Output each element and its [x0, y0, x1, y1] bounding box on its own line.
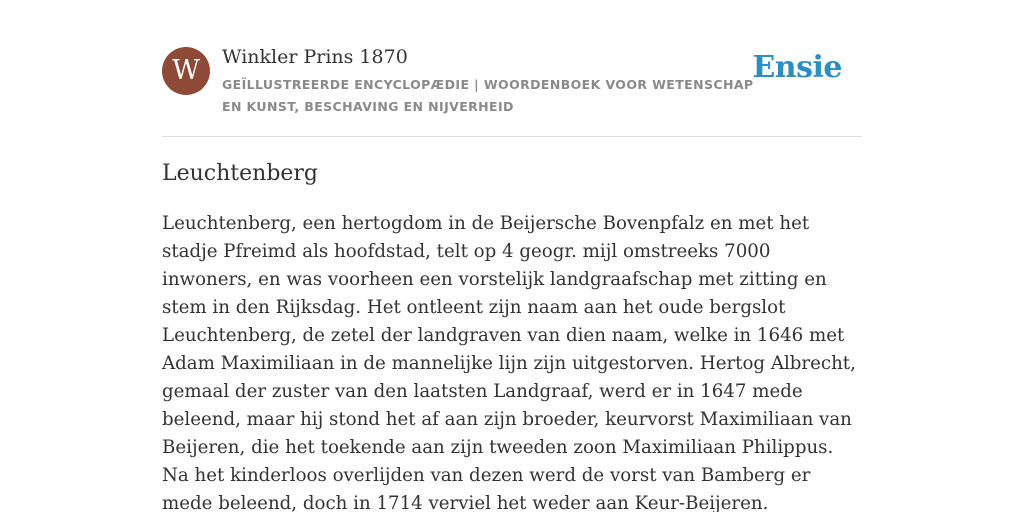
article-title: Leuchtenberg: [162, 161, 319, 186]
source-subtitle: GEÏLLUSTREERDE ENCYCLOPÆDIE | WOORDENBOEK VOOR WETENSCHAP EN KUNST, BESCHAVING EN NIJVERHEID: [222, 77, 754, 114]
article-body: Leuchtenberg, een hertogdom in de Beijersche Bovenpfalz en met het stadje Pfreimd als hoofdstad, telt op 4 geogr. mijl omstreeks 7000 inwoners, en was voorheen een vorstelijk landgraafschap met zitting en stem in den Rijksdag. Het ontleent zijn naam aan het oude bergslot Leuchtenberg, de zetel der landgraven van dien naam, welke in 1646 met Adam Maximiliaan in de mannelijke lijn zijn uitgestorven. Hertog Albrecht, gemaal der zuster van den laatsten Landgraaf, werd er in 1647 mede beleend, maar hij stond het af aan zijn broeder, keurvorst Maximiliaan van Beijeren, die het toekende aan zijn tweeden zoon Maximiliaan Philippus. Na het kinderloos overlijden van dezen werd de vorst van Bamberg er mede beleend, doch in 1714 verviel het weder aan Keur-Beijeren.: [162, 213, 856, 512]
source-avatar[interactable]: W: [162, 47, 210, 95]
source-title[interactable]: Winkler Prins 1870: [222, 46, 408, 68]
ensie-logo[interactable]: Ensie: [752, 50, 842, 85]
article: [162, 158, 862, 512]
source-header: [162, 44, 862, 137]
